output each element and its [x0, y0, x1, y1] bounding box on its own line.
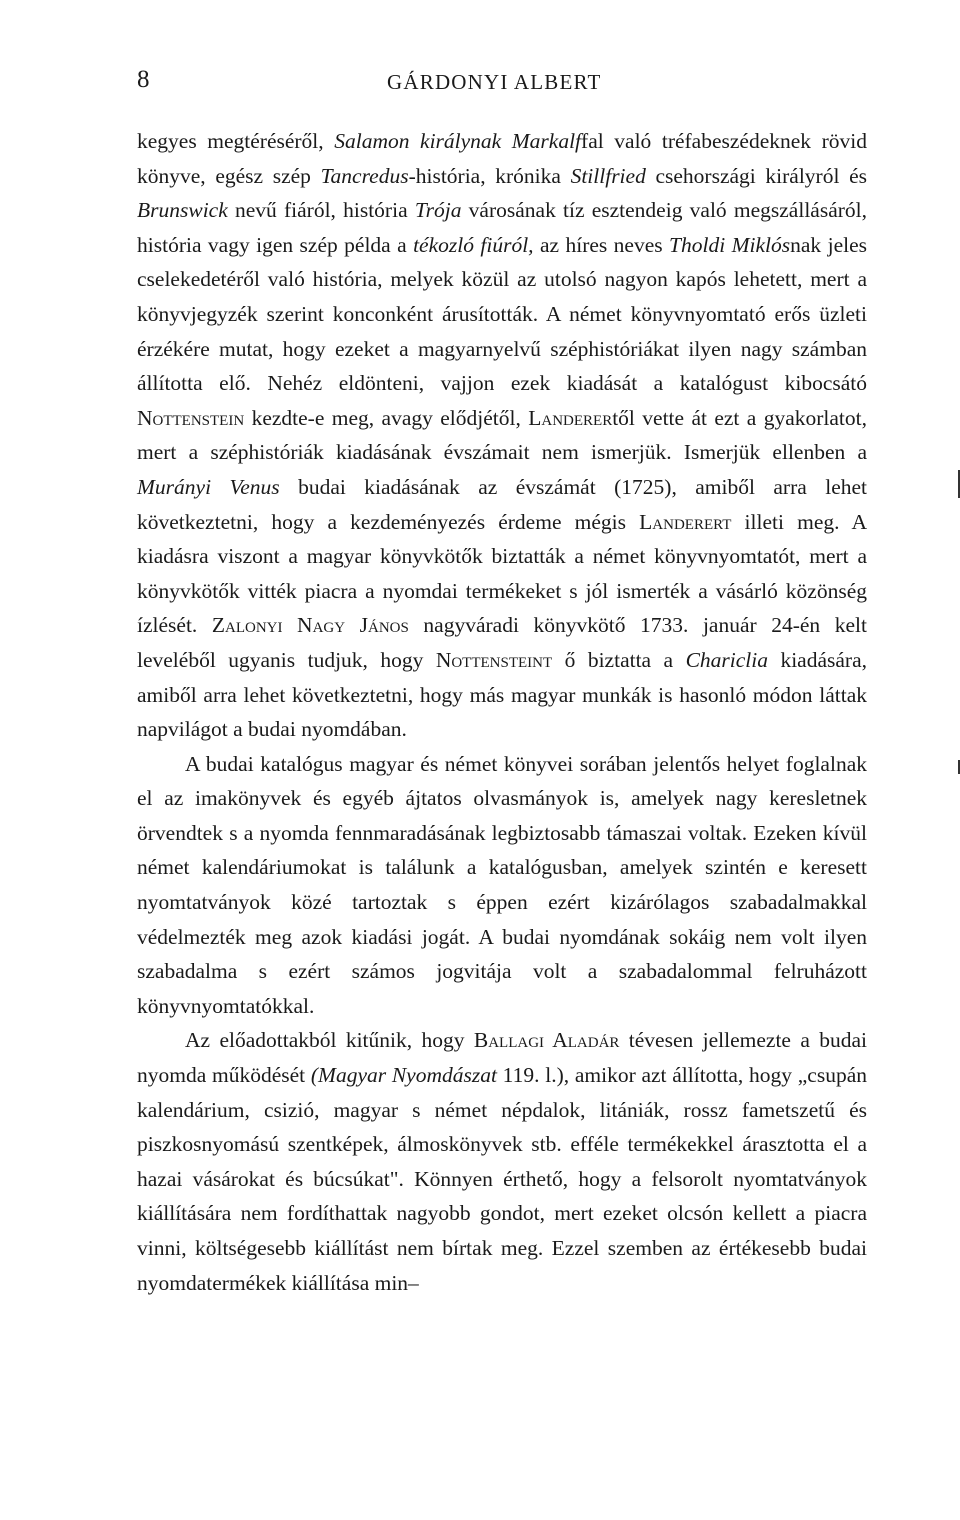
- text-run: kiadására, amiből arra lehet következtetni, hogy más magyar munkák is hasonló módon láttak napvilágot a budai nyomdában.: [137, 647, 867, 742]
- text-run: nagyváradi könyvkötő 1733. január 24-én kelt leveléből ugyanis tudjuk, hogy: [137, 613, 867, 672]
- running-head: GÁRDONYI ALBERT: [387, 70, 602, 94]
- text-run: A budai katalógus magyar és német könyvei sorában jelentős helyet foglalnak el az imakönyvek és egyéb ájtatos olvasmányok is, amelyek nagy keresletnek örvendtek s a nyomda fennmaradásának legbiztosabb támaszai voltak. Ezeken kívül német kalendáriumokat is találunk a katalógusban, amelyek szintén e keresett nyomtatványok közé tartoztak s éppen ezért kizárólagos szabadalmakkal védelmezték meg azok kiadási jogát. A budai nyomdának sokáig nem volt ilyen szabadalma s ezért számos jogvitája volt a szabadalommal felruházott könyvnyomtatókkal.: [137, 751, 867, 1018]
- text-run: ő biztatta a: [552, 647, 686, 672]
- text-run: -história, krónika: [408, 163, 571, 188]
- italic-title: Stillfried: [570, 163, 646, 188]
- page-header: [137, 66, 867, 106]
- person-name: Landerert: [639, 509, 732, 534]
- italic-title: (Magyar Nyomdászat: [310, 1063, 497, 1088]
- italic-title: Murányi Venus: [137, 474, 280, 499]
- italic-title: Tholdi Miklós: [669, 232, 791, 257]
- italic-title: Salamon királynak Markalf: [334, 129, 582, 153]
- paragraph-2: [137, 747, 867, 1024]
- paragraph-1: [137, 124, 867, 747]
- person-name: Landerer: [528, 405, 613, 430]
- text-run: illeti meg. A kiadásra viszont a magyar könyvkötők biztatták a német könyvnyomtatót, mert a könyvkötők vitték piacra a nyomdai termékeket s jól ismerték a vásárló közönség ízlését.: [137, 509, 867, 638]
- person-name: Zalonyi Nagy János: [211, 613, 409, 638]
- text-run: kezdte-e meg, avagy elődjétől,: [244, 405, 529, 430]
- person-name: Nottensteint: [435, 647, 553, 672]
- italic-title: Trója: [414, 198, 462, 223]
- italic-title: Tancredus: [320, 163, 409, 188]
- text-run: budai kiadásának az évszámát (1725), amiből arra lehet következtetni, hogy a kezdeményezés érdeme mégis: [137, 474, 867, 534]
- text-run: 119. l.), amikor azt állította, hogy „csupán kalendárium, csizió, magyar s német népdalok, litániák, rossz fametszetű és piszkosnyomású szentképek, álmoskönyvek stb. efféle termékekkel árasztotta el a hazai vásárokat és búcsúkat". Könnyen érthető, hogy a felsorolt nyomtatványok kiállítására nem fordíthattak nagyobb gondot, mert ezeket olcsón kellett a piacra vinni, költségesebb kiállítást nem bírtak meg. Ezzel szemben az értékesebb budai nyomdatermékek kiállítása min–: [137, 1063, 867, 1295]
- text-run: tévesen jellemezte a budai nyomda működését: [137, 1028, 868, 1088]
- text-run: városának tíz esztendeig való megszállásáról, história vagy igen szép példa a: [137, 198, 867, 257]
- person-name: Nottenstein: [137, 405, 245, 430]
- body-text: [137, 124, 867, 1300]
- paragraph-3: [137, 1023, 867, 1300]
- text-run: től vette át ezt a gyakorlatot, mert a széphistóriák kiadásának évszámait nem ismerjük. Ismerjük ellenben a: [137, 405, 867, 465]
- text-run: kegyes megtéréséről,: [137, 129, 335, 153]
- person-name: Ballagi Aladár: [473, 1028, 620, 1053]
- text-run: Az előadottakból kitűnik, hogy: [185, 1028, 474, 1053]
- text-run: fal való tréfabeszédeknek rövid könyve, egész szép: [137, 129, 867, 188]
- text-run: csehországi királyról és: [645, 163, 867, 188]
- text-run: nevű fiáról, história: [227, 198, 415, 223]
- italic-title: Chariclia: [685, 647, 768, 672]
- italic-title: tékozló fiúról,: [413, 232, 534, 257]
- text-run: nak jeles cselekedetéről való história, melyek közül az utolsó nagyon kapós lehetett, mert a könyvjegyzék szerint konconként árusították. A német könyvnyomtató erős üzleti érzékére mutat, hogy ezeket a magyarnyelvű széphistóriákat ilyen nagy számban állította elő. Nehéz eldönteni, vajjon ezek kiadását a katalógust kibocsátó: [137, 232, 867, 396]
- italic-title: Brunswick: [137, 198, 228, 223]
- text-run: az híres neves: [533, 232, 670, 257]
- page-number: 8: [137, 66, 150, 93]
